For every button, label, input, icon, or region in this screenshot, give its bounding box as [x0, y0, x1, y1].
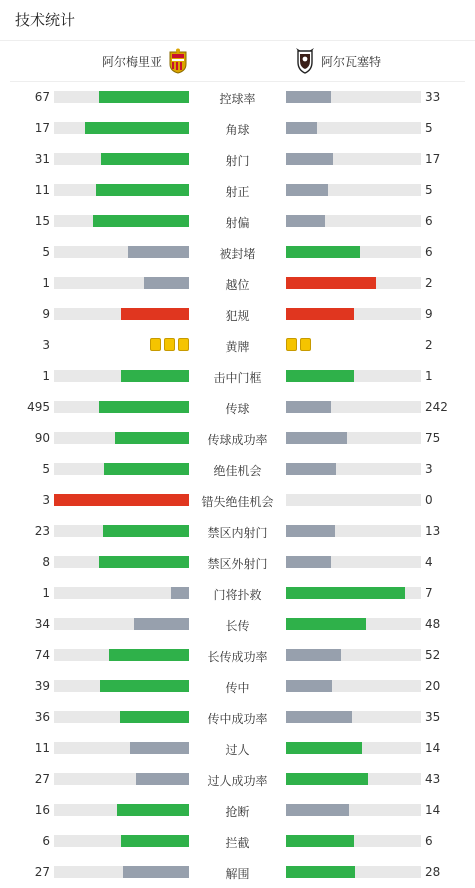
home-stat-bar [130, 742, 189, 754]
home-stat-bar [54, 494, 189, 506]
stat-label: 犯规 [225, 309, 250, 323]
away-stat-value: 14 [425, 803, 441, 817]
stat-row [0, 671, 475, 702]
home-stat-value: 27 [34, 865, 50, 879]
home-stat-bar [134, 618, 189, 630]
stat-row [0, 330, 475, 361]
stat-row [0, 609, 475, 640]
away-stat-value: 9 [425, 307, 433, 321]
home-stat-bar-track [54, 246, 189, 258]
home-stat-value: 90 [34, 431, 50, 445]
away-stat-bar [286, 618, 366, 630]
home-stat-bar [104, 463, 189, 475]
away-stat-value: 75 [425, 431, 441, 445]
home-stat-bar [99, 401, 189, 413]
stat-row [0, 423, 475, 454]
away-stat-value: 2 [425, 338, 433, 352]
stat-row [0, 702, 475, 733]
home-stat-value: 17 [34, 121, 50, 135]
away-stat-bar-track [286, 494, 421, 506]
home-stat-bar-track [54, 804, 189, 816]
home-stat-bar [121, 308, 189, 320]
away-stat-value: 43 [425, 772, 441, 786]
stat-label: 拦截 [225, 836, 250, 850]
stat-label: 门将扑救 [213, 588, 262, 602]
away-stat-bar [286, 866, 355, 878]
home-stat-value: 8 [42, 555, 50, 569]
home-stat-value: 39 [34, 679, 50, 693]
home-stat-bar [93, 215, 189, 227]
away-stat-value: 0 [425, 493, 433, 507]
away-stat-bar-track [286, 742, 421, 754]
stat-label: 传球成功率 [207, 433, 268, 447]
home-stat-value: 9 [42, 307, 50, 321]
away-stat-bar-track [286, 804, 421, 816]
home-stat-bar [101, 153, 189, 165]
stat-row [0, 392, 475, 423]
away-stat-value: 7 [425, 586, 433, 600]
away-stat-bar-track [286, 463, 421, 475]
home-stat-value: 3 [42, 338, 50, 352]
home-stat-bar [123, 866, 189, 878]
home-stat-value: 495 [27, 400, 50, 414]
stat-row [0, 237, 475, 268]
away-stat-bar [286, 835, 354, 847]
away-stat-value: 5 [425, 121, 433, 135]
home-stat-bar-track [54, 432, 189, 444]
away-stat-bar [286, 277, 376, 289]
home-stat-bar [85, 122, 189, 134]
stat-label: 绝佳机会 [213, 464, 262, 478]
home-stat-bar-track [54, 649, 189, 661]
home-stat-bar-track [54, 525, 189, 537]
away-stat-bar-track [286, 680, 421, 692]
stat-row [0, 82, 475, 113]
home-stat-bar [103, 525, 189, 537]
stat-label: 禁区外射门 [207, 557, 268, 571]
away-stat-value: 14 [425, 741, 441, 755]
home-stat-bar [115, 432, 189, 444]
away-stat-value: 5 [425, 183, 433, 197]
away-stat-value: 28 [425, 865, 441, 879]
stat-row [0, 206, 475, 237]
away-stat-value: 52 [425, 648, 441, 662]
home-stat-bar [128, 246, 189, 258]
away-stat-bar [286, 246, 360, 258]
away-stat-value: 4 [425, 555, 433, 569]
home-stat-bar-track [54, 680, 189, 692]
home-stat-bar-track [54, 463, 189, 475]
stat-label: 长传 [225, 619, 250, 633]
home-stat-bar [144, 277, 189, 289]
home-stat-value: 31 [34, 152, 50, 166]
home-stat-bar-track [54, 122, 189, 134]
stat-row [0, 733, 475, 764]
away-team-name: 阿尔瓦塞特 [321, 54, 382, 69]
home-stat-value: 11 [34, 741, 50, 755]
home-team[interactable] [102, 41, 188, 81]
yellow-card-icon [300, 338, 311, 351]
home-stat-bar [171, 587, 189, 599]
away-stat-value: 20 [425, 679, 441, 693]
home-stat-bar-track [54, 277, 189, 289]
away-stat-bar [286, 184, 328, 196]
stat-label: 黄牌 [225, 340, 250, 354]
home-stat-bar [99, 91, 189, 103]
stat-row [0, 857, 475, 888]
stat-row [0, 175, 475, 206]
teams-header [10, 41, 465, 82]
yellow-card-icon [286, 338, 297, 351]
away-stat-bar-track [286, 618, 421, 630]
stat-label: 射正 [225, 185, 250, 199]
away-stat-value: 1 [425, 369, 433, 383]
away-stat-bar-track [286, 246, 421, 258]
home-stat-value: 15 [34, 214, 50, 228]
away-stat-value: 2 [425, 276, 433, 290]
home-stat-bar-track [54, 91, 189, 103]
stat-label: 过人 [225, 743, 250, 757]
home-stat-bar [121, 835, 189, 847]
stat-row [0, 516, 475, 547]
stat-row [0, 764, 475, 795]
away-stat-bar-track [286, 587, 421, 599]
stat-label: 控球率 [219, 92, 256, 106]
away-stat-bar-track [286, 91, 421, 103]
stat-row [0, 640, 475, 671]
home-stat-bar [109, 649, 189, 661]
stat-row [0, 454, 475, 485]
home-stat-bar-track [54, 587, 189, 599]
home-stat-bar-track [54, 370, 189, 382]
away-stat-bar-track [286, 370, 421, 382]
stats-list [0, 82, 475, 888]
home-stat-value: 1 [42, 369, 50, 383]
away-team-crest-icon [295, 48, 315, 74]
home-stat-bar-track [54, 401, 189, 413]
stat-label: 错失绝佳机会 [201, 495, 274, 509]
home-stat-bar [96, 184, 189, 196]
away-stat-bar [286, 556, 331, 568]
page-title: 技术统计 [15, 11, 76, 29]
away-stat-bar [286, 215, 325, 227]
home-stat-value: 6 [42, 834, 50, 848]
away-stat-bar-track [286, 153, 421, 165]
home-stat-value: 27 [34, 772, 50, 786]
away-stat-bar [286, 91, 331, 103]
away-stat-bar-track [286, 773, 421, 785]
away-stat-bar-track [286, 432, 421, 444]
home-stat-bar-track [54, 494, 189, 506]
home-stat-value: 23 [34, 524, 50, 538]
home-stat-bar [136, 773, 189, 785]
stat-label: 长传成功率 [207, 650, 268, 664]
stat-row [0, 485, 475, 516]
home-stat-bar-track [54, 742, 189, 754]
away-stat-bar [286, 153, 333, 165]
home-stat-bar-track [54, 866, 189, 878]
stat-row [0, 113, 475, 144]
home-stat-bar-track [54, 711, 189, 723]
away-stat-bar [286, 525, 335, 537]
away-stat-value: 242 [425, 400, 448, 414]
stat-row [0, 547, 475, 578]
home-stat-value: 67 [34, 90, 50, 104]
home-stat-value: 36 [34, 710, 50, 724]
stat-label: 抢断 [225, 805, 250, 819]
away-stat-value: 13 [425, 524, 441, 538]
home-stat-value: 1 [42, 276, 50, 290]
stat-row [0, 578, 475, 609]
away-stat-bar-track [286, 277, 421, 289]
home-stat-value: 1 [42, 586, 50, 600]
stat-label: 角球 [225, 123, 250, 137]
stat-label: 传中成功率 [207, 712, 268, 726]
away-team[interactable] [295, 41, 381, 81]
yellow-card-icon [178, 338, 189, 351]
away-stat-value: 6 [425, 214, 433, 228]
home-stat-bar-track [54, 153, 189, 165]
home-stat-bar-track [54, 308, 189, 320]
away-stat-bar [286, 587, 405, 599]
home-stat-bar-track [54, 618, 189, 630]
stat-label: 解围 [225, 867, 250, 881]
away-stat-value: 35 [425, 710, 441, 724]
stat-row [0, 826, 475, 857]
stat-label: 击中门框 [213, 371, 262, 385]
home-stat-bar-track [54, 835, 189, 847]
stat-label: 传球 [225, 402, 250, 416]
home-team-name: 阿尔梅里亚 [102, 54, 163, 69]
away-stat-bar-track [286, 866, 421, 878]
yellow-card-icon [164, 338, 175, 351]
away-stat-bar-track [286, 184, 421, 196]
away-stat-bar [286, 432, 347, 444]
home-stat-value: 34 [34, 617, 50, 631]
away-stat-bar [286, 122, 317, 134]
yellow-card-icon [150, 338, 161, 351]
away-stat-bar-track [286, 215, 421, 227]
home-yellow-cards [150, 338, 189, 351]
away-stat-value: 3 [425, 462, 433, 476]
home-stat-value: 5 [42, 462, 50, 476]
away-stat-bar-track [286, 308, 421, 320]
stat-label: 被封堵 [219, 247, 256, 261]
away-stat-bar-track [286, 835, 421, 847]
away-stat-value: 6 [425, 834, 433, 848]
home-stat-bar [117, 804, 189, 816]
home-stat-value: 74 [34, 648, 50, 662]
home-stat-bar [121, 370, 189, 382]
away-stat-bar-track [286, 711, 421, 723]
home-stat-bar [120, 711, 189, 723]
away-stat-bar [286, 773, 368, 785]
home-stat-bar [100, 680, 189, 692]
away-stat-bar-track [286, 556, 421, 568]
home-stat-value: 5 [42, 245, 50, 259]
stat-label: 禁区内射门 [207, 526, 268, 540]
stat-label: 射门 [225, 154, 250, 168]
stat-label: 越位 [225, 278, 250, 292]
stat-label: 射偏 [225, 216, 250, 230]
away-stat-value: 48 [425, 617, 441, 631]
home-stat-bar-track [54, 773, 189, 785]
away-stat-bar [286, 649, 341, 661]
away-stat-bar [286, 463, 336, 475]
home-stat-bar-track [54, 184, 189, 196]
away-stat-bar-track [286, 525, 421, 537]
away-stat-value: 17 [425, 152, 441, 166]
away-stat-bar [286, 742, 362, 754]
stat-row [0, 361, 475, 392]
away-stat-bar [286, 370, 354, 382]
home-team-crest-icon [168, 48, 188, 74]
away-stat-bar [286, 401, 331, 413]
away-stat-bar [286, 804, 349, 816]
home-stat-value: 11 [34, 183, 50, 197]
away-stat-bar [286, 308, 354, 320]
home-stat-bar-track [54, 556, 189, 568]
home-stat-value: 3 [42, 493, 50, 507]
away-stat-bar-track [286, 122, 421, 134]
stat-row [0, 299, 475, 330]
away-stat-bar [286, 711, 352, 723]
away-stat-bar-track [286, 649, 421, 661]
stat-label: 过人成功率 [207, 774, 268, 788]
stat-label: 传中 [225, 681, 250, 695]
away-stat-bar-track [286, 401, 421, 413]
home-stat-bar [99, 556, 189, 568]
away-stat-value: 6 [425, 245, 433, 259]
away-yellow-cards [286, 338, 311, 351]
stat-row [0, 795, 475, 826]
away-stat-value: 33 [425, 90, 441, 104]
home-stat-bar-track [54, 215, 189, 227]
away-stat-bar [286, 680, 332, 692]
stat-row [0, 144, 475, 175]
home-stat-value: 16 [34, 803, 50, 817]
stat-row [0, 268, 475, 299]
